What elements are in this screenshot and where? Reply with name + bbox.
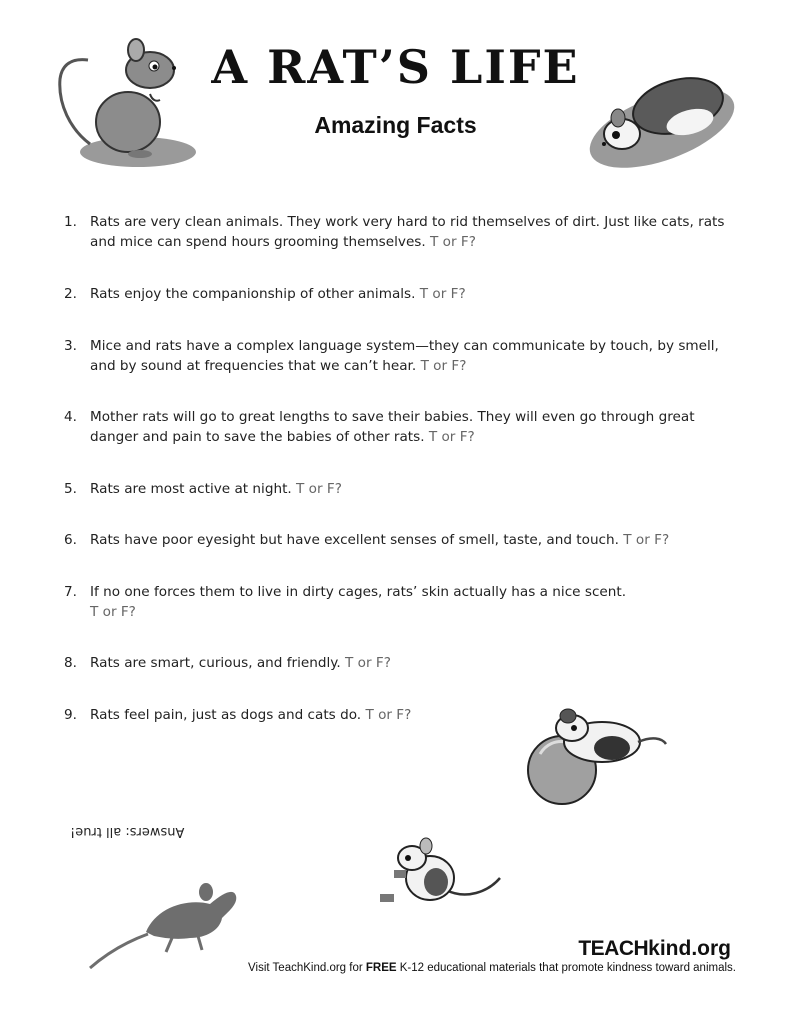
fact-text: Mice and rats have a complex language system—they can communicate by touch, by smell, and by sound at frequencies that we can’t hear. <box>90 338 719 374</box>
true-false-prompt: T or F? <box>419 286 466 302</box>
fact-item <box>64 212 744 252</box>
fact-number: 8. <box>64 655 77 671</box>
true-false-prompt: T or F? <box>90 604 136 620</box>
fact-item <box>64 479 744 499</box>
fact-item <box>64 530 744 550</box>
fact-item <box>64 336 744 376</box>
fact-item <box>64 653 744 673</box>
page-subtitle: Amazing Facts <box>314 112 477 138</box>
true-false-prompt: T or F? <box>345 655 391 671</box>
fact-number: 5. <box>64 481 77 497</box>
rat-on-ball-illustration <box>522 702 672 810</box>
rat-eating-illustration <box>376 834 506 914</box>
fact-item <box>64 582 744 622</box>
fact-number: 9. <box>64 707 77 723</box>
fact-text: Rats are very clean animals. They work very hard to rid themselves of dirt. Just like cats, rats and mice can spend hours grooming themselves. <box>90 214 725 250</box>
fact-text: Rats are smart, curious, and friendly. <box>90 655 341 671</box>
fact-number: 3. <box>64 338 77 354</box>
sitting-rat-illustration <box>50 34 210 172</box>
true-false-prompt: T or F? <box>420 358 467 374</box>
brand-logo: TEACHkind.org <box>578 937 731 960</box>
footer-line: Visit TeachKind.org for FREE K-12 educational materials that promote kindness toward animals. <box>248 962 736 974</box>
fact-text: Rats have poor eyesight but have excellent senses of smell, taste, and touch. <box>90 532 619 548</box>
true-false-prompt: T or F? <box>430 234 476 250</box>
fact-number: 2. <box>64 286 77 302</box>
fact-number: 7. <box>64 584 77 600</box>
fact-text: Rats enjoy the companionship of other animals. <box>90 286 416 302</box>
fact-text: Mother rats will go to great lengths to save their babies. They will even go through great danger and pain to save the babies of other rats. <box>90 409 695 445</box>
fact-text: If no one forces them to live in dirty cages, rats’ skin actually has a nice scent. <box>90 584 627 600</box>
true-false-prompt: T or F? <box>428 429 475 445</box>
fact-number: 6. <box>64 532 77 548</box>
fact-text: Rats feel pain, just as dogs and cats do. <box>90 707 362 723</box>
fact-item <box>64 284 744 304</box>
rat-running-illustration <box>86 872 246 972</box>
fact-text: Rats are most active at night. <box>90 481 292 497</box>
page-title: A RAT’S LIFE <box>211 40 580 94</box>
answers-note: Answers: all true! <box>70 824 185 839</box>
fact-number: 4. <box>64 409 77 425</box>
fact-number: 1. <box>64 214 77 230</box>
rat-on-disc-illustration <box>582 62 742 172</box>
true-false-prompt: T or F? <box>623 532 670 548</box>
fact-item <box>64 407 744 447</box>
true-false-prompt: T or F? <box>296 481 342 497</box>
true-false-prompt: T or F? <box>365 707 412 723</box>
